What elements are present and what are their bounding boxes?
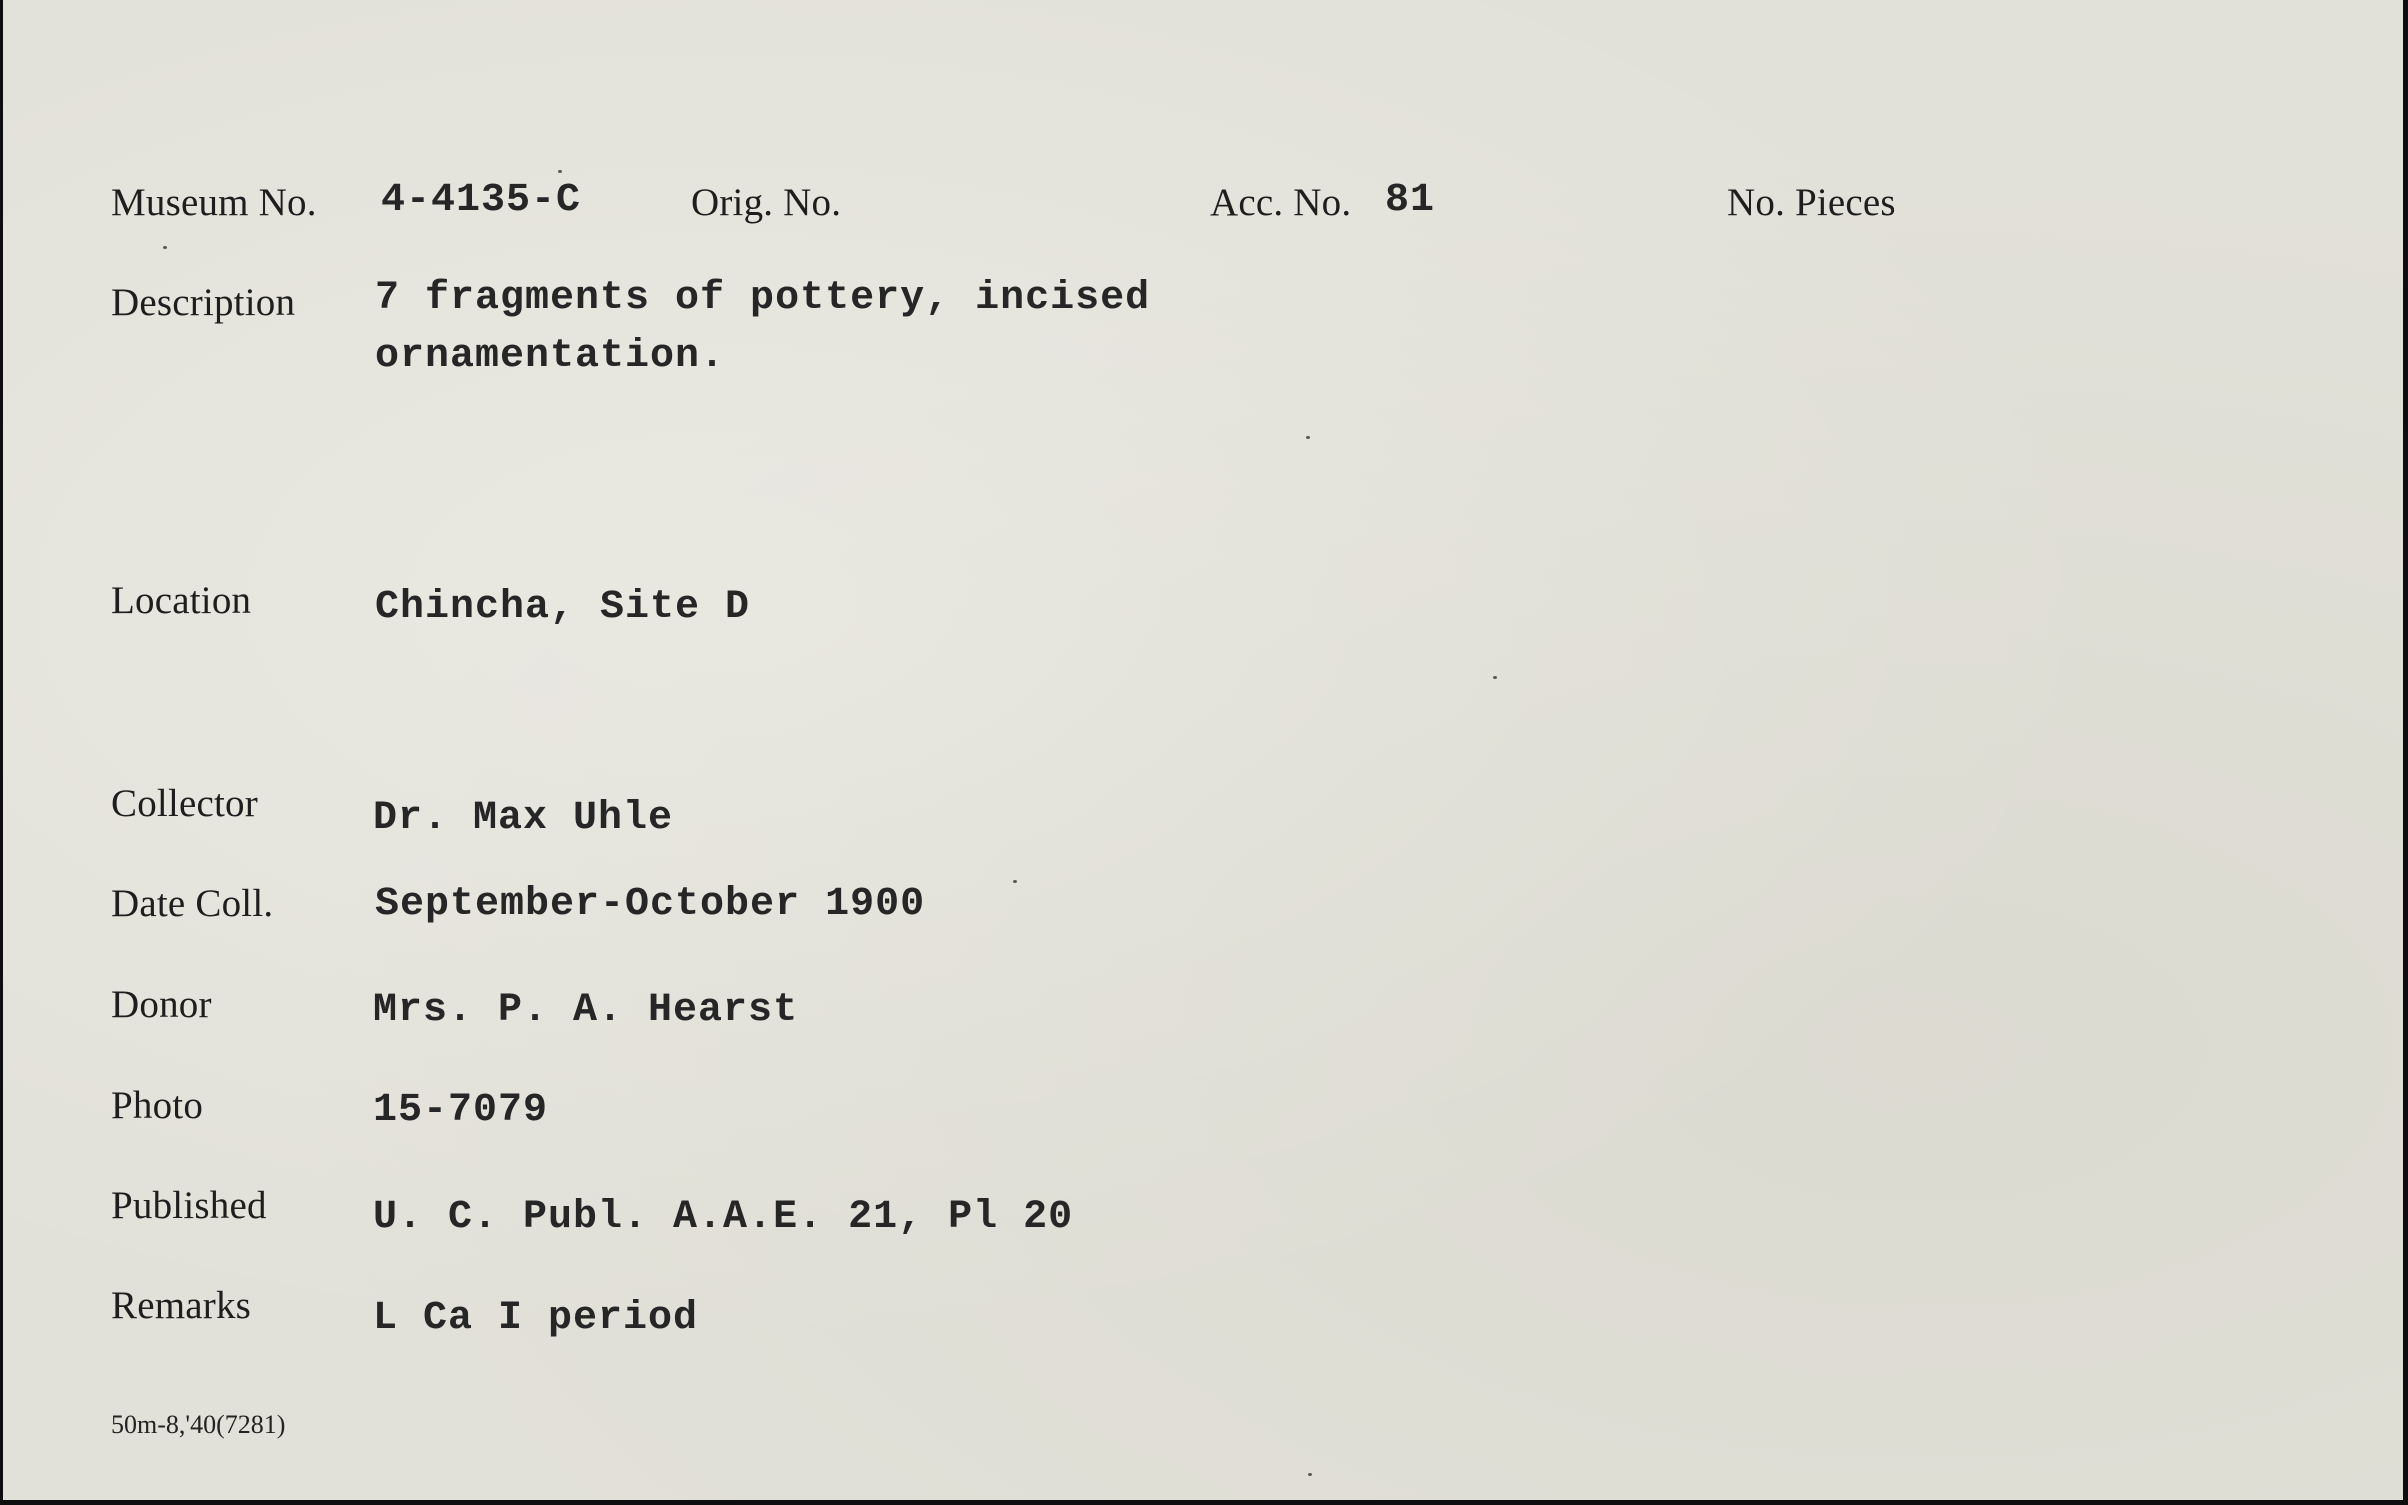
location-value: Chincha, Site D xyxy=(375,585,751,630)
photo-label: Photo xyxy=(111,1084,204,1127)
collector-label: Collector xyxy=(111,782,258,825)
print-code: 50m-8,'40(7281) xyxy=(111,1410,286,1439)
description-label: Description xyxy=(111,281,296,324)
paper-speck xyxy=(558,170,562,173)
donor-label: Donor xyxy=(111,983,212,1026)
paper-speck xyxy=(1013,880,1017,883)
museum-no-label: Museum No. xyxy=(111,181,317,224)
photo-value: 15-7079 xyxy=(373,1088,549,1133)
donor-value: Mrs. P. A. Hearst xyxy=(373,988,799,1033)
paper-speck xyxy=(163,246,167,249)
catalog-card xyxy=(3,0,2403,1500)
orig-no-label: Orig. No. xyxy=(691,181,842,224)
location-label: Location xyxy=(111,579,252,622)
paper-speck xyxy=(1308,1473,1312,1476)
museum-no-value: 4-4135-C xyxy=(381,178,582,223)
acc-no-label: Acc. No. xyxy=(1210,181,1352,224)
paper-speck xyxy=(1493,676,1497,679)
acc-no-value: 81 xyxy=(1385,178,1436,223)
date-coll-label: Date Coll. xyxy=(111,882,274,925)
description-value: 7 fragments of pottery, incised ornamentation. xyxy=(375,276,1151,379)
paper-speck xyxy=(1306,436,1310,439)
published-label: Published xyxy=(111,1184,267,1227)
remarks-label: Remarks xyxy=(111,1284,252,1327)
remarks-value: L Ca I period xyxy=(373,1296,699,1341)
date-coll-value: September-October 1900 xyxy=(375,882,926,927)
collector-value: Dr. Max Uhle xyxy=(373,796,674,841)
published-value: U. C. Publ. A.A.E. 21, Pl 20 xyxy=(373,1195,1074,1240)
no-pieces-label: No. Pieces xyxy=(1727,181,1896,224)
